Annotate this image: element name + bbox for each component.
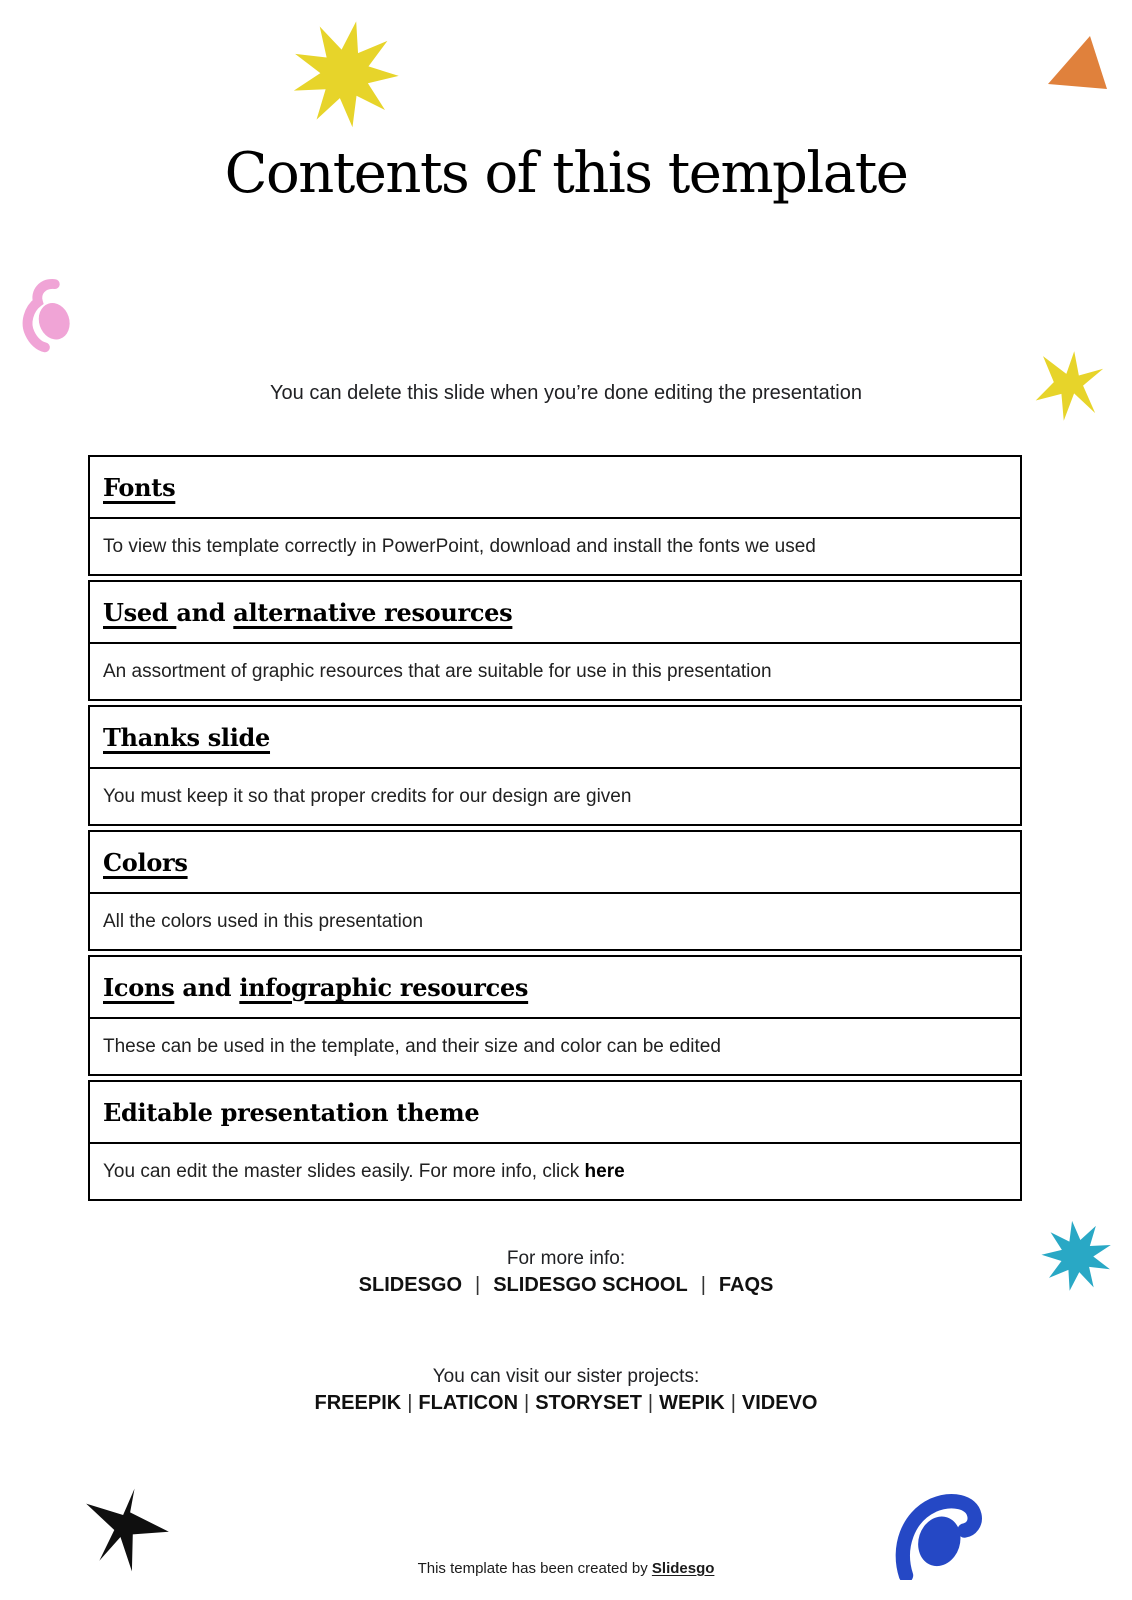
- sister-projects-label: You can visit our sister projects:: [432, 1366, 700, 1387]
- page-title: Contents of this template: [224, 141, 908, 206]
- separator: |: [475, 1274, 481, 1296]
- separator: |: [700, 1274, 706, 1296]
- row-heading: [90, 957, 1020, 1017]
- more-info-links: [0, 1274, 1132, 1297]
- row-description: All the colors used in this presentation: [90, 892, 1020, 949]
- row-description: You must keep it so that proper credits for our design are given: [90, 767, 1020, 824]
- separator: |: [407, 1392, 413, 1414]
- heading-link[interactable]: Used: [103, 597, 177, 627]
- separator: |: [730, 1392, 736, 1414]
- table-row-colors: [88, 830, 1022, 951]
- description-text: You can edit the master slides easily. For more info, click: [103, 1160, 585, 1182]
- flaticon-link[interactable]: FLATICON: [418, 1392, 519, 1414]
- row-description: To view this template correctly in PowerPoint, download and install the fonts we used: [90, 517, 1020, 574]
- contents-table: [88, 455, 1022, 1205]
- row-heading: [90, 582, 1020, 642]
- row-heading: [90, 1082, 1020, 1142]
- subtitle: You can delete this slide when you’re done editing the presentation: [270, 382, 862, 404]
- heading-link[interactable]: Fonts: [103, 472, 176, 502]
- table-row-fonts: [88, 455, 1022, 576]
- more-info-label: For more info:: [506, 1248, 626, 1269]
- table-row-editable-theme: [88, 1080, 1022, 1201]
- comma-pink-icon: [20, 265, 78, 367]
- row-heading: [90, 832, 1020, 892]
- heading-link[interactable]: Thanks slide: [103, 722, 271, 752]
- freepik-link[interactable]: FREEPIK: [314, 1392, 402, 1414]
- footer: [0, 1560, 1132, 1577]
- sister-projects-links: [0, 1392, 1132, 1415]
- slidesgo-school-link[interactable]: SLIDESGO SCHOOL: [493, 1274, 688, 1296]
- table-row-thanks-slide: [88, 705, 1022, 826]
- starburst-yellow-icon: [276, 7, 415, 141]
- row-description: These can be used in the template, and their size and color can be edited: [90, 1017, 1020, 1074]
- table-row-used-resources: [88, 580, 1022, 701]
- separator: |: [524, 1392, 530, 1414]
- row-heading: [90, 457, 1020, 517]
- heading-link[interactable]: Icons: [103, 972, 175, 1002]
- heading-link[interactable]: alternative resources: [233, 597, 513, 627]
- here-link[interactable]: here: [584, 1160, 625, 1182]
- separator: |: [647, 1392, 654, 1414]
- heading-link[interactable]: Colors: [103, 847, 188, 877]
- table-row-icons-resources: [88, 955, 1022, 1076]
- wepik-link[interactable]: WEPIK: [659, 1392, 725, 1414]
- videvo-link[interactable]: VIDEVO: [741, 1392, 818, 1414]
- heading-text: and: [176, 597, 234, 627]
- row-description: [90, 1142, 1020, 1199]
- footer-text: This template has been created by: [417, 1560, 652, 1577]
- triangle-orange-icon: [1045, 32, 1110, 90]
- heading-text: Editable presentation theme: [103, 1097, 480, 1127]
- heading-link[interactable]: infographic resources: [239, 972, 529, 1002]
- row-description: An assortment of graphic resources that are suitable for use in this presentation: [90, 642, 1020, 699]
- row-heading: [90, 707, 1020, 767]
- slidesgo-link[interactable]: SLIDESGO: [358, 1274, 463, 1296]
- storyset-link[interactable]: STORYSET: [535, 1392, 642, 1414]
- heading-text: and: [174, 972, 240, 1002]
- faqs-link[interactable]: FAQS: [718, 1274, 774, 1296]
- slidesgo-credit-link[interactable]: Slidesgo: [651, 1560, 715, 1577]
